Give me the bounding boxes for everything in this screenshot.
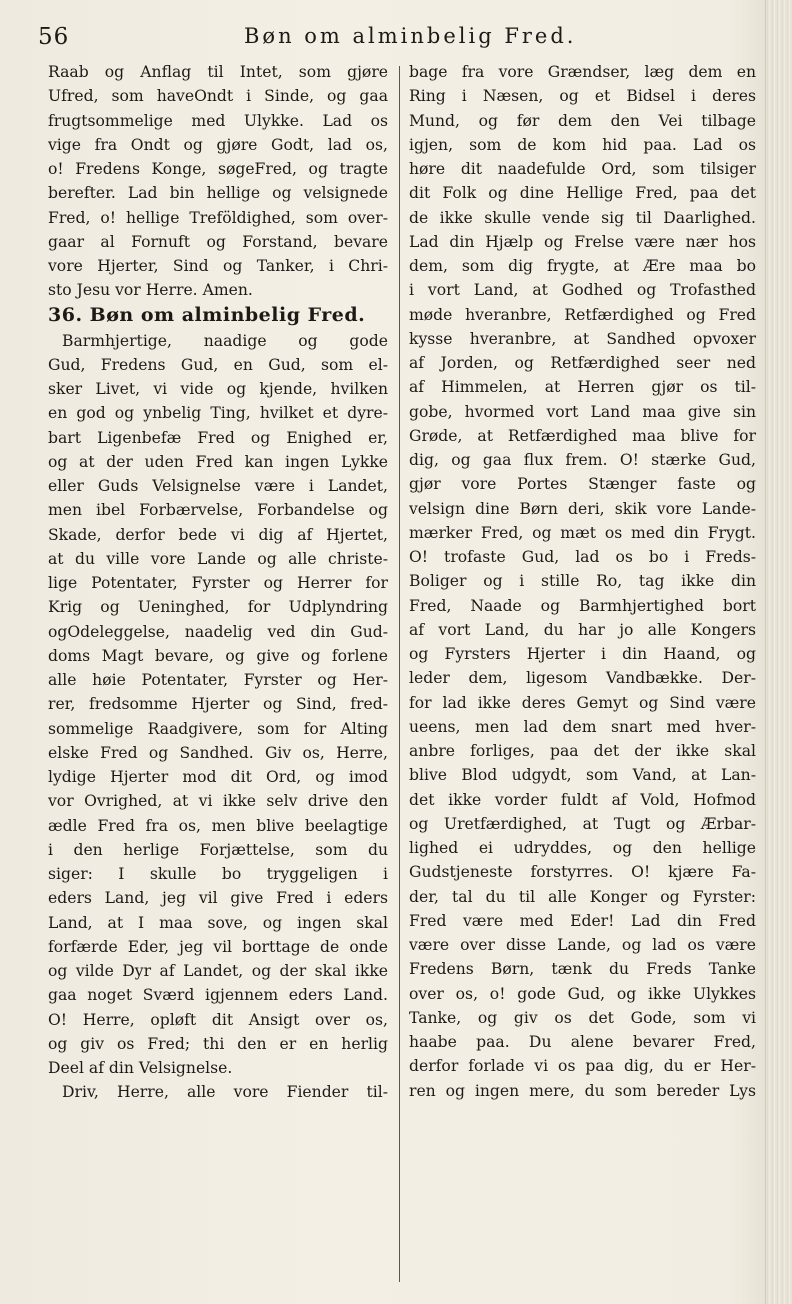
text-line: O! trofaste Gud, lad os bo i Freds-	[409, 548, 756, 566]
text-line: ogOdeleggelse, naadelig ved din Gud-	[48, 622, 388, 641]
text-line: ædle Fred fra os, men blive beelagtige	[48, 816, 388, 835]
text-line: for lad ikke deres Gemyt og Sind være	[409, 693, 756, 712]
running-title: Bøn om alminbelig Fred.	[244, 24, 577, 48]
text-line: Ufred, som haveOndt i Sinde, og gaa	[48, 87, 388, 106]
text-line: o! Fredens Konge, søgeFred, og tragte	[48, 160, 388, 178]
text-line: at du ville vore Lande og alle christe-	[48, 549, 388, 568]
text-line: være over disse Lande, og lad os være	[409, 936, 756, 954]
paragraph-1	[48, 60, 388, 303]
text-line: og at der uden Fred kan ingen Lykke	[48, 452, 388, 471]
text-line: forfærde Eder, jeg vil borttage de onde	[48, 937, 388, 956]
paragraph-continued	[409, 60, 756, 1103]
text-line: bage fra vore Grændser, læg dem en	[409, 63, 756, 81]
text-line: alle høie Potentater, Fyrster og Her-	[48, 671, 388, 689]
text-line: haabe paa. Du alene bevarer Fred,	[409, 1033, 756, 1051]
text-line: gobe, hvormed vort Land maa give sin	[409, 402, 756, 421]
text-line: berefter. Lad bin hellige og velsignede	[48, 184, 388, 203]
page-edge	[765, 0, 792, 1304]
text-line: leder dem, ligesom Vandbække. Der-	[409, 669, 756, 688]
paragraph-3	[48, 1080, 388, 1104]
text-line: Boliger og i stille Ro, tag ikke din	[409, 572, 756, 591]
text-line: Driv, Herre, alle vore Fiender til-	[62, 1083, 388, 1102]
text-line: dit Folk og dine Hellige Fred, paa det	[409, 184, 756, 203]
text-line: over os, o! gode Gud, og ikke Ulykkes	[409, 984, 756, 1003]
paragraph-2	[48, 329, 388, 1081]
text-line: Gudstjeneste forstyrres. O! kjære Fa-	[409, 863, 756, 882]
text-line: Fred, Naade og Barmhjertighed bort	[409, 596, 756, 615]
text-line: de ikke skulle vende sig til Daarlighed.	[409, 208, 756, 227]
text-line: anbre forliges, paa det der ikke skal	[409, 742, 756, 760]
text-line: Raab og Anflag til Intet, som gjøre	[48, 63, 388, 81]
text-line: Skade, derfor bede vi dig af Hjertet,	[48, 525, 388, 544]
column-rule	[399, 66, 400, 1282]
text-line: eller Guds Velsignelse være i Landet,	[48, 477, 388, 495]
text-line: blive Blod udgydt, som Vand, at Lan-	[409, 766, 756, 785]
text-line: sto Jesu vor Herre. Amen.	[48, 281, 253, 300]
text-line: Gud, Fredens Gud, en Gud, som el-	[48, 355, 388, 374]
text-line: Mund, og før dem den Vei tilbage	[409, 111, 756, 130]
text-line: Fred, o! hellige Treföldighed, som over-	[48, 208, 388, 227]
text-line: gjør vore Portes Stænger faste og	[409, 475, 756, 494]
text-line: gaa noget Sværd igjennem eders Land.	[48, 986, 388, 1005]
text-line: møde hveranbre, Retfærdighed og Fred	[409, 305, 756, 324]
text-line: frugtsommelige med Ulykke. Lad os	[48, 111, 388, 130]
text-line: en god og ynbelig Ting, hvilket et dyre-	[48, 404, 388, 423]
text-line: dig, og gaa flux frem. O! stærke Gud,	[409, 451, 756, 469]
text-line: Lad din Hjælp og Frelse være nær hos	[409, 232, 756, 251]
text-line: velsign dine Børn deri, skik vore Lande-	[409, 499, 756, 518]
text-line: og Fyrsters Hjerter i din Haand, og	[409, 645, 756, 663]
text-line: gaar al Fornuft og Forstand, bevare	[48, 232, 388, 251]
text-line: igjen, som de kom hid paa. Lad os	[409, 135, 756, 154]
page-header	[34, 22, 758, 56]
text-line: og giv os Fred; thi den er en herlig	[48, 1034, 388, 1053]
text-line: men ibel Forbærvelse, Forbandelse og	[48, 501, 388, 520]
text-line: derfor forlade vi os paa dig, du er Her-	[409, 1057, 756, 1076]
text-line: rer, fredsomme Hjerter og Sind, fred-	[48, 695, 388, 714]
right-column	[409, 60, 756, 1103]
text-line: Fred være med Eder! Lad din Fred	[409, 911, 756, 930]
text-line: Barmhjertige, naadige og gode	[62, 331, 388, 350]
text-line: det ikke vorder fuldt af Vold, Hofmod	[409, 790, 756, 809]
text-line: sommelige Raadgivere, som for Alting	[48, 719, 388, 738]
text-line: lighed ei udryddes, og den hellige	[409, 839, 756, 857]
text-line: siger: I skulle bo tryggeligen i	[48, 865, 388, 883]
text-line: Land, at I maa sove, og ingen skal	[48, 913, 388, 932]
text-line: vige fra Ondt og gjøre Godt, lad os,	[48, 135, 388, 154]
text-line: eders Land, jeg vil give Fred i eders	[48, 889, 388, 908]
text-line: der, tal du til alle Konger og Fyrster:	[409, 887, 756, 906]
text-line: Fredens Børn, tænk du Freds Tanke	[409, 960, 756, 979]
text-line: mærker Fred, og mæt os med din Frygt.	[409, 523, 756, 542]
text-line: af vort Land, du har jo alle Kongers	[409, 620, 756, 639]
text-line: af Himmelen, at Herren gjør os til-	[409, 378, 756, 397]
text-line: sker Livet, vi vide og kjende, hvilken	[48, 380, 388, 398]
text-line: lige Potentater, Fyrster og Herrer for	[48, 574, 388, 592]
text-line: kysse hveranbre, at Sandhed opvoxer	[409, 329, 756, 348]
text-line: vore Hjerter, Sind og Tanker, i Chri-	[48, 257, 388, 275]
text-line: Ring i Næsen, og et Bidsel i deres	[409, 87, 756, 106]
text-line: i den herlige Forjættelse, som du	[48, 840, 388, 859]
text-line: Deel af din Velsignelse.	[48, 1059, 233, 1077]
text-line: Tanke, og giv os det Gode, som vi	[409, 1008, 756, 1027]
text-line: vor Ovrighed, at vi ikke selv drive den	[48, 792, 388, 811]
text-line: lydige Hjerter mod dit Ord, og imod	[48, 768, 388, 786]
text-line: af Jorden, og Retfærdighed seer ned	[409, 354, 756, 372]
text-line: Grøde, at Retfærdighed maa blive for	[409, 426, 756, 445]
text-line: elske Fred og Sandhed. Giv os, Herre,	[48, 743, 388, 762]
left-column	[48, 60, 388, 1105]
section-heading: 36. Bøn om alminbelig Fred.	[48, 303, 366, 326]
text-line: høre dit naadefulde Ord, som tilsiger	[409, 160, 756, 178]
text-line: O! Herre, opløft dit Ansigt over os,	[48, 1010, 388, 1029]
text-line: Krig og Ueninghed, for Udplyndring	[48, 598, 388, 617]
text-line: og Uretfærdighed, at Tugt og Ærbar-	[409, 814, 756, 833]
text-line: ueens, men lad dem snart med hver-	[409, 717, 756, 736]
text-line: dem, som dig frygte, at Ære maa bo	[409, 257, 756, 275]
text-line: ren og ingen mere, du som bereder Lys	[409, 1081, 756, 1100]
page-number: 56	[38, 24, 70, 50]
text-line: i vort Land, at Godhed og Trofasthed	[409, 281, 756, 300]
text-line: doms Magt bevare, og give og forlene	[48, 646, 388, 665]
text-line: og vilde Dyr af Landet, og der skal ikke	[48, 962, 388, 980]
text-line: bart Ligenbefæ Fred og Enighed er,	[48, 428, 388, 447]
